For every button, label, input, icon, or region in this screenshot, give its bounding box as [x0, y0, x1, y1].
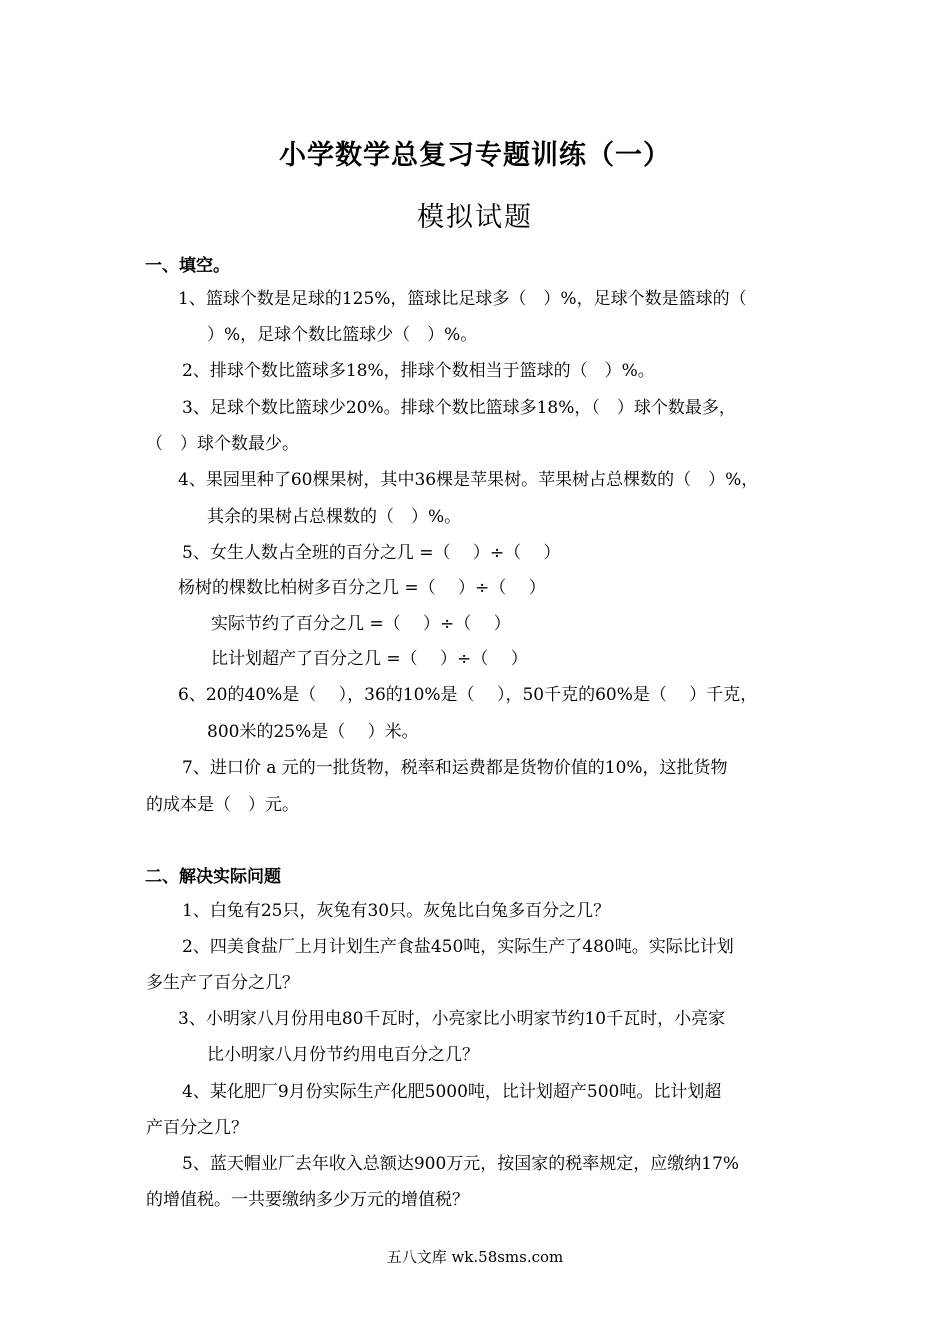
question-line: 比计划超产了百分之几 =（ ）÷（ ）: [211, 649, 528, 669]
question-line: 4、某化肥厂9月份实际生产化肥5000吨，比计划超产500吨。比计划超: [182, 1082, 722, 1102]
question-line: 实际节约了百分之几 =（ ）÷（ ）: [211, 614, 511, 634]
question-line: 3、足球个数比篮球少20%。排球个数比篮球多18%，（ ）球个数最多，: [182, 398, 736, 418]
question-line: 4、果园里种了60棵果树，其中36棵是苹果树。苹果树占总棵数的（ ）%，: [178, 470, 759, 490]
page-subtitle: 模拟试题: [417, 202, 533, 233]
question-line: 比小明家八月份节约用电百分之几？: [207, 1045, 479, 1065]
question-line: 杨树的棵数比柏树多百分之几 =（ ）÷（ ）: [178, 578, 546, 598]
question-line: （ ）球个数最少。: [146, 434, 299, 454]
question-line: 多生产了百分之几？: [146, 973, 299, 993]
question-line: 的成本是（ ）元。: [146, 795, 299, 815]
question-line: 产百分之几？: [146, 1118, 248, 1138]
question-line: 5、蓝天帽业厂去年收入总额达900万元，按国家的税率规定，应缴纳17%: [182, 1154, 740, 1174]
question-line: 5、女生人数占全班的百分之几 =（ ）÷（ ）: [182, 543, 561, 563]
question-line: 2、排球个数比篮球多18%，排球个数相当于篮球的（ ）%。: [182, 361, 655, 381]
question-line: 1、白兔有25只，灰兔有30只。灰兔比白兔多百分之几？: [182, 901, 611, 921]
question-line: 7、进口价 a 元的一批货物，税率和运费都是货物价值的10%，这批货物: [182, 758, 728, 778]
page-title: 小学数学总复习专题训练（一）: [279, 140, 671, 171]
page-footer: 五八文库 wk.58sms.com: [386, 1248, 564, 1266]
question-line: 2、四美食盐厂上月计划生产食盐450吨，实际生产了480吨。实际比计划: [182, 937, 734, 957]
question-line: 3、小明家八月份用电80千瓦时，小亮家比小明家节约10千瓦时，小亮家: [178, 1009, 726, 1029]
section-heading-word-problems: 二、解决实际问题: [145, 867, 281, 887]
section-heading-fill-in: 一、填空。: [145, 256, 230, 276]
question-line: 的增值税。一共要缴纳多少万元的增值税？: [146, 1190, 469, 1210]
question-line: ）%，足球个数比篮球少（ ）%。: [207, 325, 478, 345]
question-line: 其余的果树占总棵数的（ ）%。: [207, 507, 462, 527]
question-line: 6、20的40%是（ ），36的10%是（ ），50千克的60%是（ ）千克，: [178, 685, 758, 705]
question-line: 800米的25%是（ ）米。: [207, 722, 419, 742]
question-line: 1、篮球个数是足球的125%，篮球比足球多（ ）%，足球个数是篮球的（: [178, 289, 747, 309]
